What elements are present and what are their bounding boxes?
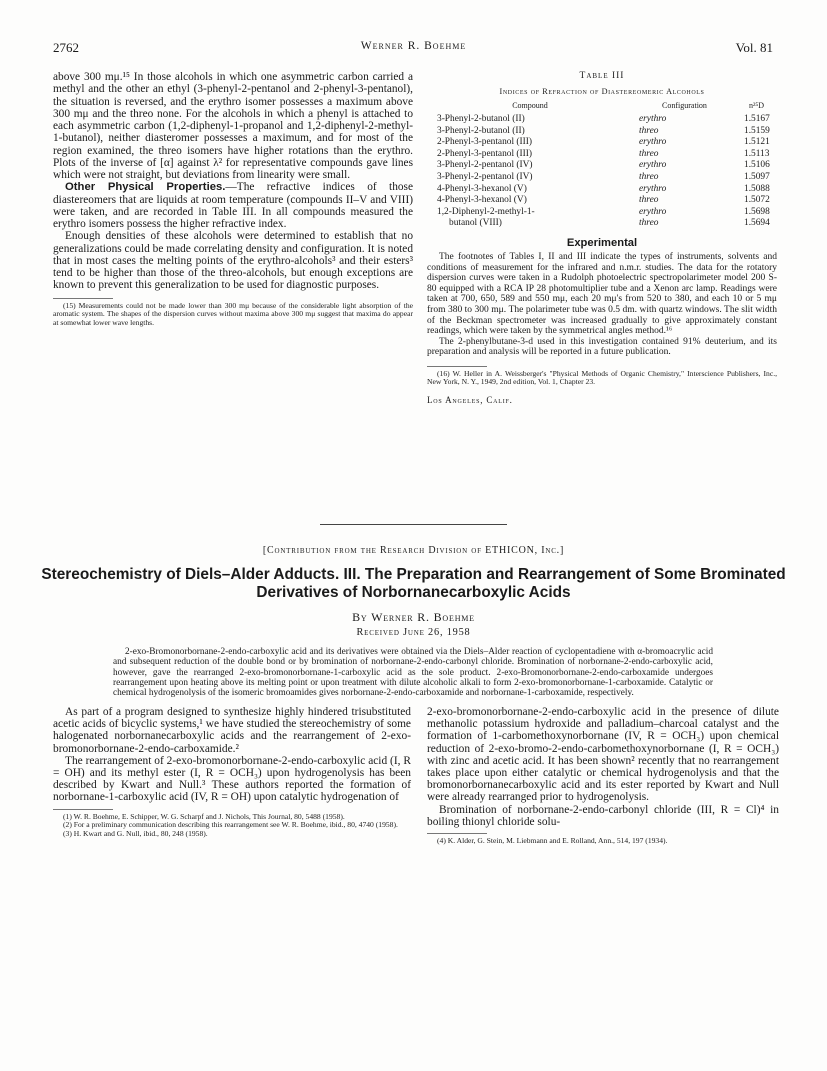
cell-compound: 3-Phenyl-2-pentanol (IV) bbox=[437, 171, 533, 182]
footnote-2: (2) For a preliminary communication describing this rearrangement see W. R. Boehme, ibid., 80, 4740 (1958). bbox=[63, 820, 398, 830]
footnote-rule bbox=[53, 809, 113, 810]
table-row bbox=[427, 207, 777, 219]
table-row bbox=[427, 126, 777, 138]
cell-index: 1.5694 bbox=[744, 218, 770, 229]
table-row bbox=[427, 172, 777, 184]
left-column bbox=[53, 71, 413, 327]
abstract-text: 2-exo-Bromonorbornane-2-endo-carboxylic acid and its derivatives were obtained via the Diels–Alder reaction of cyclopentadiene with α-bromoacrylic acid and subsequent reduction of the double bond or by bromination of norbornane-2-endo-carbonyl chloride. Bromination of norbornane-2-endo-carboxylic acid, however, gave the rearranged 2-exo-bromonorbornane-1-carboxylic acid as the sole product. 2-exo-Bromonorbornane-2-endo-carboxamide undergoes rearrangement upon heating above its melting point or upon treatment with dilute alcoholic alkali to form 2-exo-bromonorbornane-1-carboxamide. Catalytic or chemical hydrogenolysis of the isomeric bromoamides gives norbornane-2-endo-carboxamide and norbornane-1-carboxamide, respectively. bbox=[113, 647, 713, 699]
cell-configuration: threo bbox=[639, 195, 659, 206]
cell-compound: 2-Phenyl-3-pentanol (III) bbox=[437, 137, 533, 148]
footnote-4: (4) K. Alder, G. Stein, M. Liebmann and E. Rolland, Ann., 514, 197 (1934). bbox=[437, 836, 668, 846]
footnote-rule bbox=[427, 366, 487, 367]
cell-index: 1.5121 bbox=[744, 137, 770, 148]
cell-configuration: erythro bbox=[639, 206, 667, 217]
cell-configuration: erythro bbox=[639, 114, 667, 124]
body-right-column bbox=[427, 706, 779, 846]
article-title: Stereochemistry of Diels–Alder Adducts. III. The Preparation and Rearrangement of Some Brominated Derivatives of Norbornanecarboxylic Acids bbox=[41, 566, 786, 601]
experimental-text bbox=[427, 252, 777, 358]
cell-configuration: threo bbox=[639, 171, 659, 182]
table-row bbox=[427, 184, 777, 196]
table-row bbox=[427, 160, 777, 172]
paragraph: Enough densities of these alcohols were determined to establish that no generalizations could be made correlating density and configuration. It is noted that in most cases the melting points of the erythro-alcohols³ and their esters³ tend to be higher than those of the threo-alcohols, but enough exceptions are known to prevent this generalization to be used for diagnostic purposes. bbox=[53, 230, 413, 292]
cell-compound: butanol (VIII) bbox=[449, 218, 502, 229]
paragraph: above 300 mμ.¹⁵ In those alcohols in which one asymmetric carbon carried a methyl and the other an ethyl (3-phenyl-2-pentanol and 2-phenyl-3-pentanol), the situation is reversed, and the erythro isomer possesses a maximum above 300 mμ and the threo none. For the alcohols in which a phenyl is attached to each asymmetric carbon (1,2-diphenyl-1-propanol and 1,2-diphenyl-2-methyl-1-butanol), neither diasteromer possesses a maximum, and for most of the region examined, the threo isomers have higher rotations than the erythro. Plots of the inverse of [α] against λ² for representative compounds gave lines which were not straight, but deviations from linearity were small. bbox=[53, 71, 413, 181]
footnote-rule bbox=[53, 298, 113, 299]
section-heading-experimental: Experimental bbox=[566, 236, 638, 249]
contribution-line: [Contribution from the Research Division of ETHICON, Inc.] bbox=[262, 545, 565, 556]
cell-index: 1.5113 bbox=[744, 148, 770, 159]
refraction-table bbox=[427, 100, 777, 230]
table-row bbox=[427, 218, 777, 230]
column-header: Compound bbox=[512, 101, 548, 110]
table-row bbox=[427, 149, 777, 161]
body-left-column bbox=[53, 706, 411, 838]
footnotes bbox=[53, 302, 413, 328]
paragraph bbox=[53, 181, 413, 230]
table-title: Indices of Refraction of Diastereomeric Alcohols bbox=[499, 87, 705, 96]
cell-compound: 3-Phenyl-2-pentanol (IV) bbox=[437, 160, 533, 171]
table-header-row bbox=[427, 100, 777, 114]
table-label: Table III bbox=[579, 71, 625, 81]
footnote-16: (16) W. Heller in A. Weissberger's "Physical Methods of Organic Chemistry," Interscience Publishers, Inc., New York, N. Y., 1949, 2nd edition, Vol. 1, Chapter 23. bbox=[427, 368, 777, 387]
cell-configuration: threo bbox=[639, 148, 659, 159]
byline: By Werner R. Boehme bbox=[352, 610, 475, 624]
footnotes bbox=[53, 813, 411, 839]
column-header: n²⁵D bbox=[749, 101, 764, 110]
paragraph-text: —The refractive indices of those diastereomers that are liquids at room temperature (compounds II–V and VIII) were taken, and are recorded in Table III. In all compounds measured the erythro isomers possess the higher refractive index. bbox=[53, 181, 413, 230]
running-head: Werner R. Boehme bbox=[360, 40, 467, 52]
paragraph: Bromination of norbornane-2-endo-carbonyl chloride (III, R = Cl)⁴ in boiling thionyl chloride solu- bbox=[427, 803, 779, 828]
paragraph: The footnotes of Tables I, II and III indicate the types of instruments, solvents and conditions of measurement for the infrared and n.m.r. studies. The data for the rotatory dispersion curves were taken in a Rudolph photoelectric spectropolarimeter model 200 S-80 equipped with a RCA IP 28 photomultiplier tube and a Xenon arc lamp. Readings were taken at 700, 650, 589 and 550 mμ, each 20 mμ's from 520 to 380, and each 10 or 5 mμ from 380 to 300 mμ. The polarimeter tube was 0.5 dm. with quartz windows. The slit width of the Beckman spectrometer was increased gradually to give approximately constant readings, which were taken by the symmetrical angles method.¹⁶ bbox=[427, 251, 777, 337]
article-separator bbox=[320, 524, 507, 525]
cell-index: 1.5698 bbox=[744, 206, 770, 217]
cell-compound: 4-Phenyl-3-hexanol (V) bbox=[437, 183, 527, 194]
cell-index: 1.5072 bbox=[744, 195, 770, 206]
table-row bbox=[427, 114, 777, 126]
cell-compound: 4-Phenyl-3-hexanol (V) bbox=[437, 195, 527, 206]
cell-configuration: erythro bbox=[639, 137, 667, 148]
footnotes bbox=[427, 837, 779, 846]
footnote-1: (1) W. R. Boehme, E. Schipper, W. G. Scharpf and J. Nichols, This Journal, 80, 5488 (1958). bbox=[63, 811, 345, 821]
cell-compound: 3-Phenyl-2-butanol (II) bbox=[437, 114, 525, 124]
cell-index: 1.5106 bbox=[744, 160, 770, 171]
section-runin-heading: Other Physical Properties. bbox=[65, 181, 226, 194]
footnote-rule bbox=[427, 833, 487, 834]
received-date: Received June 26, 1958 bbox=[356, 627, 471, 638]
abstract bbox=[113, 647, 713, 698]
cell-compound: 3-Phenyl-2-butanol (II) bbox=[437, 125, 525, 136]
footnote-15: (15) Measurements could not be made lower than 300 mμ because of the considerable light absorption of the aromatic system. The shapes of the dispersion curves without maxima above 300 mμ suggest that maxima do appear at somewhat lower wave lengths. bbox=[53, 300, 413, 327]
cell-configuration: erythro bbox=[639, 160, 667, 171]
volume-label: Vol. 81 bbox=[735, 40, 773, 55]
right-column bbox=[427, 71, 777, 405]
cell-index: 1.5159 bbox=[744, 125, 770, 136]
column-header: Configuration bbox=[662, 101, 707, 110]
cell-compound: 2-Phenyl-3-pentanol (III) bbox=[437, 148, 533, 159]
table-row bbox=[427, 137, 777, 149]
paragraph: The 2-phenylbutane-3-d used in this investigation contained 91% deuterium, and its preparation and analysis will be reported in a future publication. bbox=[427, 336, 777, 358]
location-line: Los Angeles, Calif. bbox=[427, 395, 513, 406]
cell-index: 1.5088 bbox=[744, 183, 770, 194]
footnote-3: (3) H. Kwart and G. Null, ibid., 80, 248 (1958). bbox=[63, 828, 208, 838]
cell-index: 1.5097 bbox=[744, 171, 770, 182]
paragraph: As part of a program designed to synthesize highly hindered trisubstituted acetic acids of bicyclic systems,¹ we have studied the stereochemistry of some halogenated norbornanecarboxylic acids and the rearrangement of 2-exo-bromonorbornane-2-endo-carboxamide.² bbox=[53, 706, 411, 755]
cell-compound: 1,2-Diphenyl-2-methyl-1- bbox=[437, 206, 535, 217]
cell-configuration: erythro bbox=[639, 183, 667, 194]
cell-configuration: threo bbox=[639, 125, 659, 136]
footnotes bbox=[427, 370, 777, 387]
page-number: 2762 bbox=[53, 40, 79, 55]
cell-configuration: threo bbox=[639, 218, 659, 229]
paragraph: The rearrangement of 2-exo-bromonorbornane-2-endo-carboxylic acid (I, R = OH) and its methyl ester (I, R = OCH₃) upon hydrogenolysis has been described by Kwart and Null.³ These authors reported the formation of norbornane-1-carboxylic acid (IV, R = OH) upon catalytic hydrogenation of bbox=[53, 754, 411, 804]
table-row bbox=[427, 195, 777, 207]
cell-index: 1.5167 bbox=[744, 114, 770, 124]
paragraph: 2-exo-bromonorbornane-2-endo-carboxylic acid in the presence of dilute methanolic potassium hydroxide and palladium–charcoal catalyst and the formation of 1-carbomethoxynorbornane (IV, R = OCH₃) upon chemical reduction of 2-exo-bromo-2-endo-carbomethoxynorbornane (I, R = OCH₃) with zinc and acetic acid. It has been shown² recently that no rearrangement takes place upon either catalytic or chemical hydrogenolysis and that the bromonorbornanecarboxylic acid and its ester reported by Kwart and Null were already rearranged prior to hydrogenolysis. bbox=[427, 706, 779, 804]
